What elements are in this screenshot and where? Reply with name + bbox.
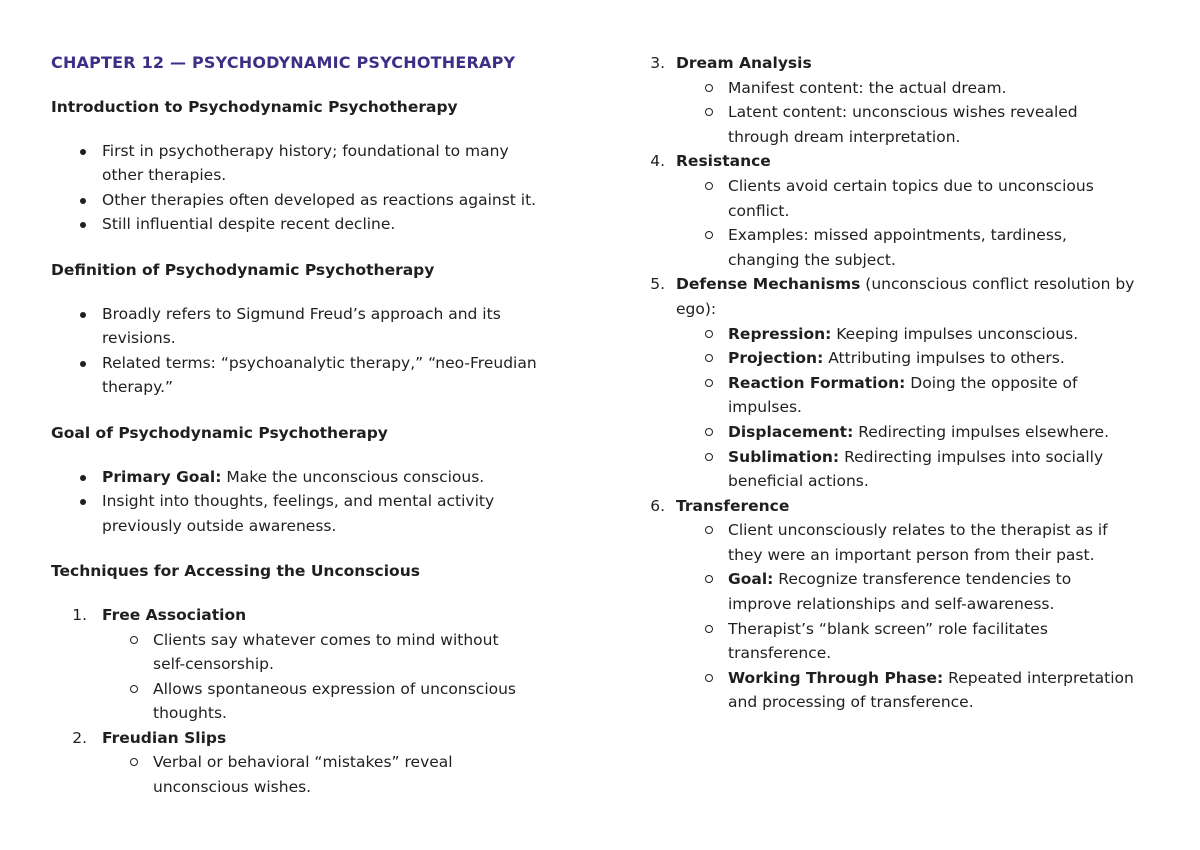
circle-bullet-icon (705, 428, 713, 436)
circle-bullet-icon (705, 526, 713, 534)
technique-item: 2. Freudian Slips (72, 728, 227, 747)
bullet-icon (80, 198, 86, 204)
bullet-icon (80, 312, 86, 318)
circle-bullet-icon (705, 84, 713, 92)
circle-bullet-icon (130, 758, 138, 766)
circle-bullet-icon (705, 379, 713, 387)
sub-list-item: Latent content: unconscious wishes revealed through dream interpretation. (649, 100, 1164, 149)
list-item: Related terms: “psychoanalytic therapy,” “neo-Freudian therapy.” (51, 351, 591, 400)
bullet-icon (80, 499, 86, 505)
left-column (51, 51, 591, 800)
technique-item: 1. Free Association (72, 605, 247, 624)
sub-list-item: Therapist’s “blank screen” role facilitates transference. (649, 617, 1164, 666)
technique-item: 6. Transference (650, 496, 790, 515)
circle-bullet-icon (130, 685, 138, 693)
technique-item: 3. Dream Analysis (650, 54, 812, 72)
sub-list-item: Repression: Keeping impulses unconscious. (649, 322, 1164, 347)
circle-bullet-icon (705, 182, 713, 190)
technique-item: 4. Resistance (650, 152, 771, 171)
circle-bullet-icon (705, 231, 713, 239)
circle-bullet-icon (130, 636, 138, 644)
bullet-icon (80, 475, 86, 481)
goal-heading: Goal of Psychodynamic Psychotherapy (51, 423, 388, 442)
sub-list-item: Examples: missed appointments, tardiness, changing the subject. (649, 223, 1164, 272)
list-item: Still influential despite recent decline. (51, 212, 591, 237)
bullet-icon (80, 149, 86, 155)
circle-bullet-icon (705, 108, 713, 116)
sub-list-item: Reaction Formation: Doing the opposite of impulses. (649, 371, 1164, 420)
sub-list-item: Sublimation: Redirecting impulses into socially beneficial actions. (649, 445, 1164, 494)
intro-heading: Introduction to Psychodynamic Psychotherapy (51, 98, 458, 116)
circle-bullet-icon (705, 354, 713, 362)
list-item: Other therapies often developed as reactions against it. (51, 188, 591, 213)
bullet-icon (80, 222, 86, 228)
bullet-icon (80, 361, 86, 367)
list-item: Insight into thoughts, feelings, and mental activity previously outside awareness. (51, 489, 591, 538)
circle-bullet-icon (705, 674, 713, 682)
definition-heading: Definition of Psychodynamic Psychotherapy (51, 260, 435, 279)
chapter-title: CHAPTER 12 — PSYCHODYNAMIC PSYCHOTHERAPY (51, 53, 516, 72)
sub-list-item: Manifest content: the actual dream. (649, 76, 1164, 101)
sub-list-item: Projection: Attributing impulses to others. (649, 346, 1164, 371)
circle-bullet-icon (705, 575, 713, 583)
sub-list-item: Clients avoid certain topics due to unconscious conflict. (649, 174, 1164, 223)
sub-list-item: Client unconsciously relates to the therapist as if they were an important person from their past. (649, 518, 1164, 567)
sub-list-item: Goal: Recognize transference tendencies to improve relationships and self-awareness. (649, 567, 1164, 616)
techniques-heading: Techniques for Accessing the Unconscious (51, 562, 420, 581)
sub-list-item: Working Through Phase: Repeated interpretation and processing of transference. (649, 666, 1164, 715)
sub-list-item: Verbal or behavioral “mistakes” reveal unconscious wishes. (51, 750, 591, 799)
technique-item: 5. Defense Mechanisms (unconscious conflict resolution by ego): (650, 275, 1135, 318)
sub-list-item: Allows spontaneous expression of unconscious thoughts. (51, 677, 591, 726)
circle-bullet-icon (705, 453, 713, 461)
sub-list-item: Displacement: Redirecting impulses elsewhere. (649, 420, 1164, 445)
circle-bullet-icon (705, 330, 713, 338)
right-column (649, 51, 1164, 715)
list-item: Broadly refers to Sigmund Freud’s approach and its revisions. (51, 302, 591, 351)
list-item: Primary Goal: Make the unconscious conscious. (51, 465, 591, 490)
sub-list-item: Clients say whatever comes to mind without self-censorship. (51, 628, 591, 677)
list-item: First in psychotherapy history; foundational to many other therapies. (51, 139, 591, 188)
circle-bullet-icon (705, 625, 713, 633)
